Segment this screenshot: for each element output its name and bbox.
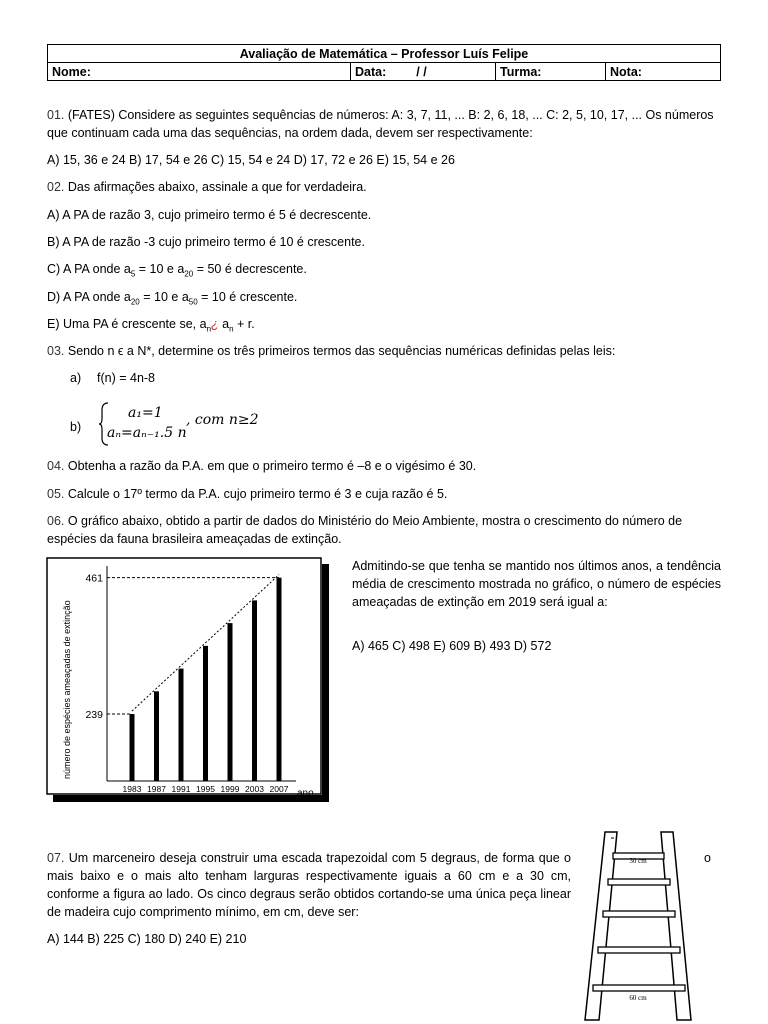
name-label: Nome: <box>52 64 91 79</box>
q02-e-post: + r. <box>233 317 255 331</box>
q07-trailing: o <box>704 851 711 865</box>
q02-prompt <box>47 178 721 196</box>
q02-e-pre: E) Uma PA é crescente se, a <box>47 317 207 331</box>
q03-b-condition: , com n≥2 <box>186 412 259 428</box>
q04-prompt <box>47 457 721 475</box>
date-slashes: / / <box>416 64 427 79</box>
x-tick-1987: 1987 <box>147 784 166 794</box>
q02-c-mid: = 10 e a <box>135 262 185 276</box>
q01-text1: (FATES) Considere as seguintes sequências de números: A: 3, 7, 11, ... B: 2, 6, 18, ... C: 2, 5, 10, 17, ... Os números <box>64 108 714 122</box>
q02-d-mid: = 10 e a <box>139 290 189 304</box>
q02-option-c <box>47 260 721 284</box>
bar-1995 <box>203 646 208 781</box>
q06-line2: espécies da fauna brasileira ameaçadas de extinção. <box>47 532 342 546</box>
x-axis-label: ano <box>297 788 314 799</box>
x-tick-2003: 2003 <box>245 784 264 794</box>
x-tick-1991: 1991 <box>171 784 191 794</box>
q07-prompt <box>47 849 571 921</box>
q06-text1: O gráfico abaixo, obtido a partir de dados do Ministério do Meio Ambiente, mostra o crescimento do número de <box>64 514 683 528</box>
bar-1987 <box>154 691 159 781</box>
q02-c-sub2: 20 <box>184 269 194 279</box>
q05-number: 05. <box>47 487 65 501</box>
bar-1983 <box>130 714 135 781</box>
x-tick-1995: 1995 <box>196 784 215 794</box>
x-tick-2007: 2007 <box>269 784 289 794</box>
ladder-figure <box>578 830 702 1022</box>
q02-e-sub1: n <box>206 324 212 334</box>
q01-number: 01. <box>47 108 65 122</box>
q04-text: Obtenha a razão da P.A. em que o primeiro termo é –8 e o vigésimo é 30. <box>64 459 477 473</box>
q05-text: Calcule o 17º termo da P.A. cujo primeiro termo é 3 e cuja razão é 5. <box>64 487 448 501</box>
q02-option-e <box>47 315 721 339</box>
x-tick-1983: 1983 <box>122 784 142 794</box>
q02-d-sub2: 50 <box>188 297 198 307</box>
y-tick-239: 239 <box>85 709 103 722</box>
q02-c-post: = 50 é decrescente. <box>193 262 307 276</box>
q07-text: Um marceneiro deseja construir uma escada trapezoidal com 5 degraus, de forma que o mais baixo e o mais alto tenham larguras respectivamente iguais a 60 cm e a 30 cm, conforme a figura ao lado. Os cinco degraus serão obtidos cortando-se uma única peça linear de madeira cujo comprimento mínimo, em cm, deve ser: <box>47 851 571 919</box>
q02-e-symbol: ¿ <box>211 317 219 331</box>
q03-a-label: a) <box>70 371 82 385</box>
grade-field <box>606 63 721 81</box>
bar-2003 <box>252 600 257 781</box>
y-axis-label: número de espécies ameaçadas de extinção <box>62 600 72 779</box>
q07-number: 07. <box>47 851 65 865</box>
ladder-rail-right <box>661 832 691 1020</box>
grade-label: Nota: <box>610 64 642 79</box>
q02-c-pre: C) A PA onde a <box>47 262 131 276</box>
page-title: Avaliação de Matemática – Professor Luís Felipe <box>48 45 721 63</box>
q01-options: A) 15, 36 e 24 B) 17, 54 e 26 C) 15, 54 e 24 D) 17, 72 e 26 E) 15, 54 e 26 <box>47 153 455 167</box>
class-field <box>496 63 606 81</box>
date-label: Data: <box>355 64 387 79</box>
q06-options: A) 465 C) 498 E) 609 B) 493 D) 572 <box>352 639 552 653</box>
q02-option-d <box>47 288 721 312</box>
q03-a-text: f(n) = 4n-8 <box>97 371 156 385</box>
bar-1999 <box>228 623 233 781</box>
q07-options: A) 144 B) 225 C) 180 D) 240 E) 210 <box>47 932 247 946</box>
chart-shadow-right <box>322 564 329 802</box>
q01-line1 <box>47 106 721 124</box>
q01-line2: que continuam cada uma das sequências, na ordem dada, devem ser respectivamente: <box>47 126 533 140</box>
q02-d-post: = 10 é crescente. <box>197 290 298 304</box>
y-tick-461: 461 <box>85 572 103 585</box>
bar-1991 <box>179 669 184 781</box>
q02-c-sub1: 5 <box>130 269 136 279</box>
q05-prompt <box>47 485 721 503</box>
ladder-rung-2 <box>608 879 670 885</box>
q03-prompt <box>47 342 721 360</box>
ladder-rung-4 <box>598 947 680 953</box>
species-chart <box>46 557 330 804</box>
q04-number: 04. <box>47 459 65 473</box>
ladder-rung-5 <box>593 985 685 991</box>
q02-d-pre: D) A PA onde a <box>47 290 131 304</box>
ladder-bottom-label: 60 cm <box>629 994 647 1002</box>
class-label: Turma: <box>500 64 542 79</box>
chart-shadow-bottom <box>53 795 323 802</box>
q03-b-line2: aₙ=aₙ₋₁.5 n <box>107 425 187 441</box>
q02-e-sub2: n <box>229 324 234 334</box>
name-field <box>48 63 351 81</box>
ladder-rail-left <box>585 832 617 1020</box>
q06-line1 <box>47 512 721 530</box>
q02-number: 02. <box>47 180 65 194</box>
ladder-rung-3 <box>603 911 675 917</box>
q03-b-line1: a₁=1 <box>128 405 163 421</box>
q03-text: Sendo n ϵ a N*, determine os três primeiros termos das sequências numéricas definidas pelas leis: <box>64 344 616 358</box>
q02-e-mid: a <box>218 317 230 331</box>
q03-b-label: b) <box>70 420 82 434</box>
x-tick-1999: 1999 <box>220 784 240 794</box>
q06-side-text: Admitindo-se que tenha se mantido nos últimos anos, a tendência média de crescimento mostrada no gráfico, o número de espécies ameaçadas de extinção em 2019 será igual a: <box>352 559 721 609</box>
q02-text: Das afirmações abaixo, assinale a que for verdadeira. <box>64 180 367 194</box>
ladder-top-label: 30 cm <box>629 857 647 865</box>
q06-number: 06. <box>47 514 65 528</box>
bar-2007 <box>277 578 282 781</box>
q02-option-b: B) A PA de razão -3 cujo primeiro termo é 10 é crescente. <box>47 235 365 249</box>
q03-number: 03. <box>47 344 65 358</box>
q02-option-a: A) A PA de razão 3, cujo primeiro termo é 5 é decrescente. <box>47 208 372 222</box>
header-table <box>47 44 721 81</box>
q02-d-sub1: 20 <box>130 297 140 307</box>
date-field <box>351 63 496 81</box>
